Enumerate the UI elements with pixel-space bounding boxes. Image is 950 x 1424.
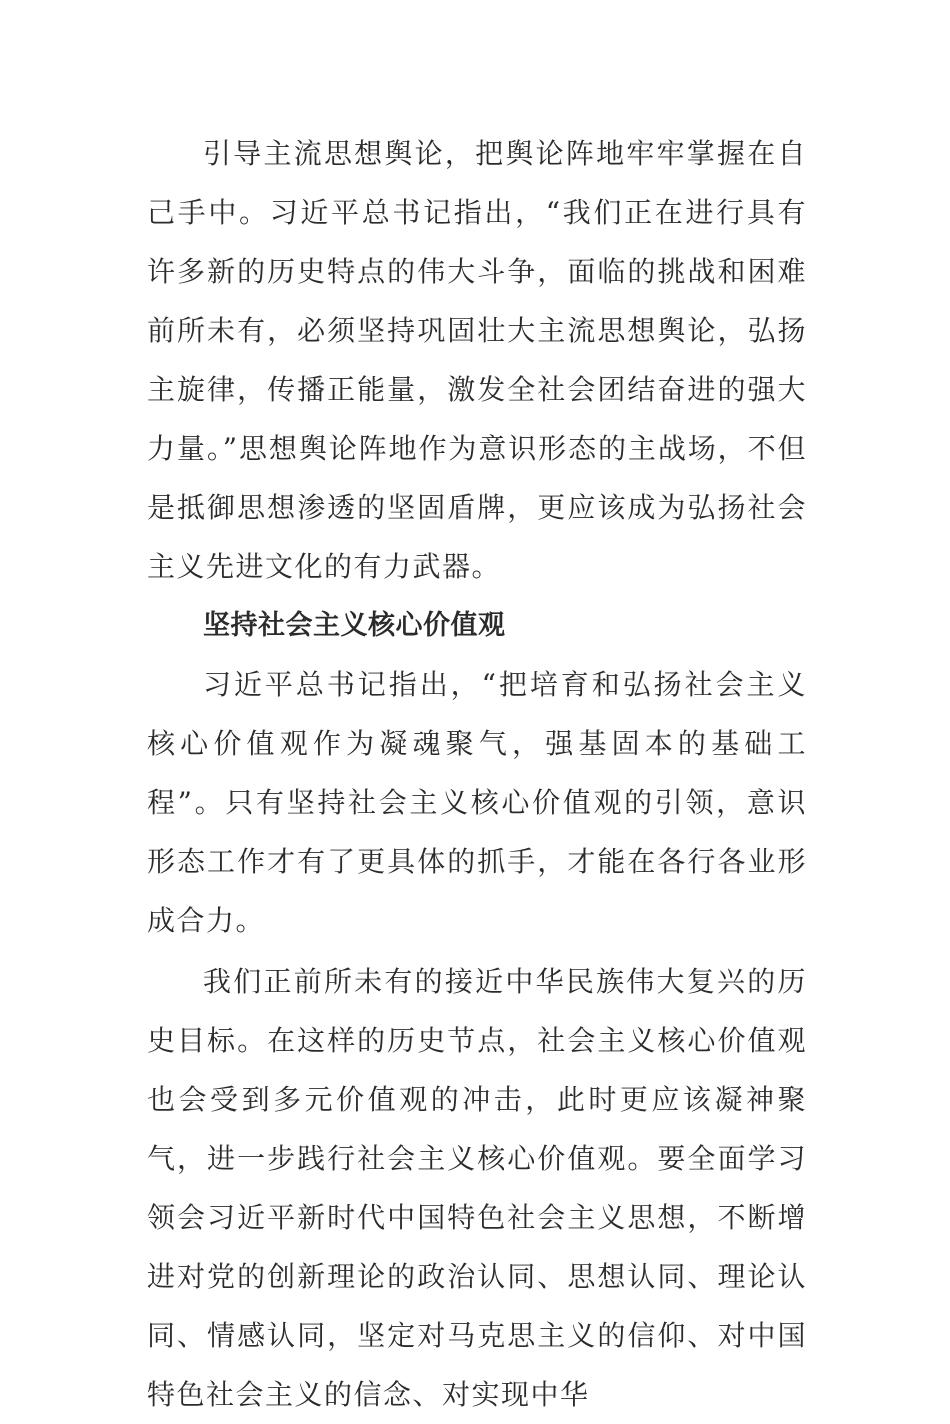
paragraph-national-rejuvenation: 我们正前所未有的接近中华民族伟大复兴的历史目标。在这样的历史节点，社会主义核心价值观也会受到多元价值观的冲击，此时更应该凝神聚气，进一步践行社会主义核心价值观。要全面学习领会习近平新时代中国特色社会主义思想，不断增进对党的创新理论的政治认同、思想认同、理论认同、情感认同，坚定对马克思主义的信仰、对中国特色社会主义的信念、对实现中华 — [147, 965, 807, 1411]
section-heading-core-values: 坚持社会主义核心价值观 — [203, 610, 506, 641]
paragraph-public-opinion: 引导主流思想舆论，把舆论阵地牢牢掌握在自己手中。习近平总书记指出，“我们正在进行具有许多新的历史特点的伟大斗争，面临的挑战和困难前所未有，必须坚持巩固壮大主流思想舆论，弘扬主旋律，传播正能量，激发全社会团结奋进的强大力量。”思想舆论阵地作为意识形态的主战场，不但是抵御思想渗透的坚固盾牌，更应该成为弘扬社会主义先进文化的有力武器。 — [147, 137, 807, 583]
document-body — [147, 124, 807, 1424]
paragraph-core-values-quote: 习近平总书记指出，“把培育和弘扬社会主义核心价值观作为凝魂聚气，强基固本的基础工程”。只有坚持社会主义核心价值观的引领，意识形态工作才有了更具体的抓手，才能在各行各业形成合力。 — [147, 668, 807, 937]
